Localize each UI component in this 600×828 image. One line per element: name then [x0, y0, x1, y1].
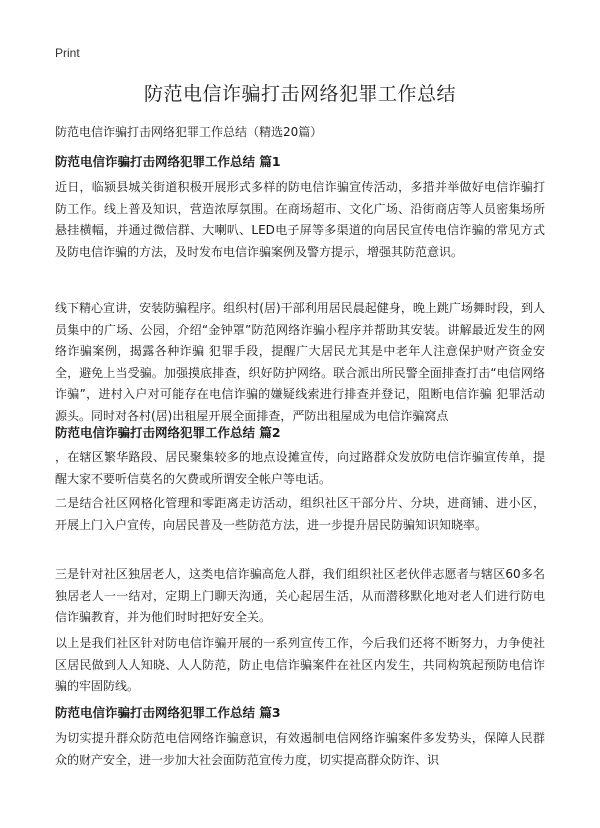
paragraph: 二是结合社区网格化管理和零距离走访活动，组织社区干部分片、分块，进商铺、进小区，开展上门入户宣传，向居民普及一些防范方法，进一步提升居民防骗知识知晓率。: [55, 496, 545, 532]
section-heading-2: 防范电信诈骗打击网络犯罪工作总结 篇2: [55, 425, 281, 440]
paragraph: ，在辖区繁华路段、居民聚集较多的地点设摊宣传，向过路群众发放防电信诈骗宣传单，提醒大家不要听信莫名的欠费或所谓安全帐户等电话。: [55, 450, 545, 486]
paragraph: 近日，临颍县城关街道积极开展形式多样的防电信诈骗宣传活动，多措并举做好电信诈骗打防工作。线上普及知识，营造浓厚氛围。在商场超市、文化广场、沿街商店等人员密集场所悬挂横幅，并通过微信群、大喇叭、LED电子屏等多渠道的向居民宣传电信诈骗的常见方式及防电信诈骗的方法，及时发布电信诈骗案例及警方提示，增强其防范意识。: [55, 180, 545, 259]
document-title: 防范电信诈骗打击网络犯罪工作总结: [143, 83, 456, 105]
document-subtitle: 防范电信诈骗打击网络犯罪工作总结（精选20篇）: [55, 125, 323, 139]
paragraph: 为切实提升群众防范电信网络诈骗意识，有效遏制电信网络诈骗案件多发势头，保障人民群众的财产安全，进一步加大社会面防范宣传力度，切实提高群众防诈、识: [55, 731, 545, 767]
print-label: Print: [55, 46, 80, 60]
section-heading-1: 防范电信诈骗打击网络犯罪工作总结 篇1: [55, 154, 281, 169]
paragraph: 线下精心宣讲，安装防骗程序。组织村(居)干部利用居民晨起健身，晚上跳广场舞时段，到人员集中的广场、公园，介绍“金钟罩”防范网络诈骗小程序并帮助其安装。讲解最近发生的网络诈骗案例，揭露各种诈骗 犯罪手段，提醒广大居民尤其是中老年人注意保护财产资金安全，避免上当受骗。加强摸底排查，织好防护网络。联合派出所民警全面排查打击“电信网络诈骗”，进村入户对可能存在电信诈骗的嫌疑线索进行排查并登记，阻断电信诈骗 犯罪活动源头。同时对各村(居)出租屋开展全面排查，严防出租屋成为电信诈骗窝点: [55, 301, 545, 423]
paragraph: 三是针对社区独居老人，这类电信诈骗高危人群，我们组织社区老伙伴志愿者与辖区60多名独居老人一一结对，定期上门聊天沟通，关心起居生活，从而潜移默化地对老人们进行防电信诈骗教育，并为他们时时把好安全关。: [55, 567, 545, 624]
section-heading-3: 防范电信诈骗打击网络犯罪工作总结 篇3: [55, 705, 281, 720]
paragraph: 以上是我们社区针对防电信诈骗开展的一系列宣传工作，今后我们还将不断努力，力争使社区居民做到人人知晓、人人防范，防止电信诈骗案件在社区内发生，共同构筑起预防电信诈骗的牢固防线。: [55, 636, 545, 693]
